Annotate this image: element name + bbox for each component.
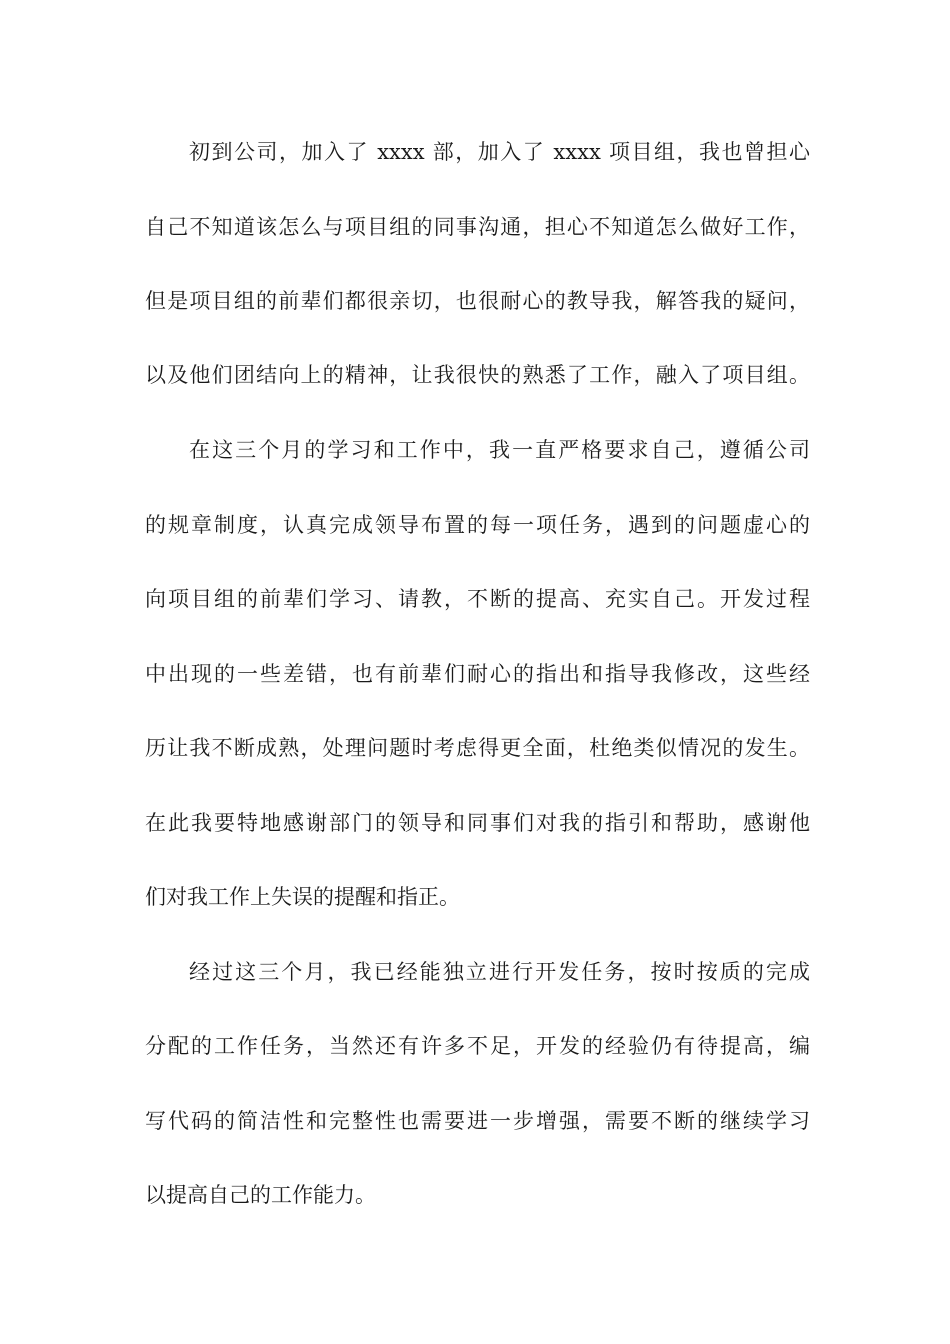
paragraph-line: 分配的工作任务，当然还有许多不足，开发的经验仍有待提高，编 [145,1034,810,1058]
paragraph-line: 初到公司，加入了 xxxx 部，加入了 xxxx 项目组，我也曾担心 [189,140,810,164]
paragraph-line: 以提高自己的工作能力。 [145,1183,376,1207]
paragraph-line: 的规章制度，认真完成领导布置的每一项任务，遇到的问题虚心的 [145,513,810,537]
paragraph-line: 经过这三个月，我已经能独立进行开发任务，按时按质的完成 [189,960,810,984]
paragraph-line: 们对我工作上失误的提醒和指正。 [145,885,460,909]
paragraph-line: 历让我不断成熟，处理问题时考虑得更全面，杜绝类似情况的发生。 [145,736,810,760]
paragraph-line: 向项目组的前辈们学习、请教，不断的提高、充实自己。开发过程 [145,587,810,611]
paragraph-line: 中出现的一些差错，也有前辈们耐心的指出和指导我修改，这些经 [145,662,810,686]
paragraph-line: 自己不知道该怎么与项目组的同事沟通，担心不知道怎么做好工作， [145,215,810,239]
paragraph-line: 在这三个月的学习和工作中，我一直严格要求自己，遵循公司 [189,438,810,462]
paragraph-line: 但是项目组的前辈们都很亲切，也很耐心的教导我，解答我的疑问， [145,289,810,313]
paragraph-line: 以及他们团结向上的精神，让我很快的熟悉了工作，融入了项目组。 [145,363,810,387]
paragraph-line: 在此我要特地感谢部门的领导和同事们对我的指引和帮助，感谢他 [145,811,810,835]
paragraph-line: 写代码的简洁性和完整性也需要进一步增强，需要不断的继续学习 [145,1109,810,1133]
